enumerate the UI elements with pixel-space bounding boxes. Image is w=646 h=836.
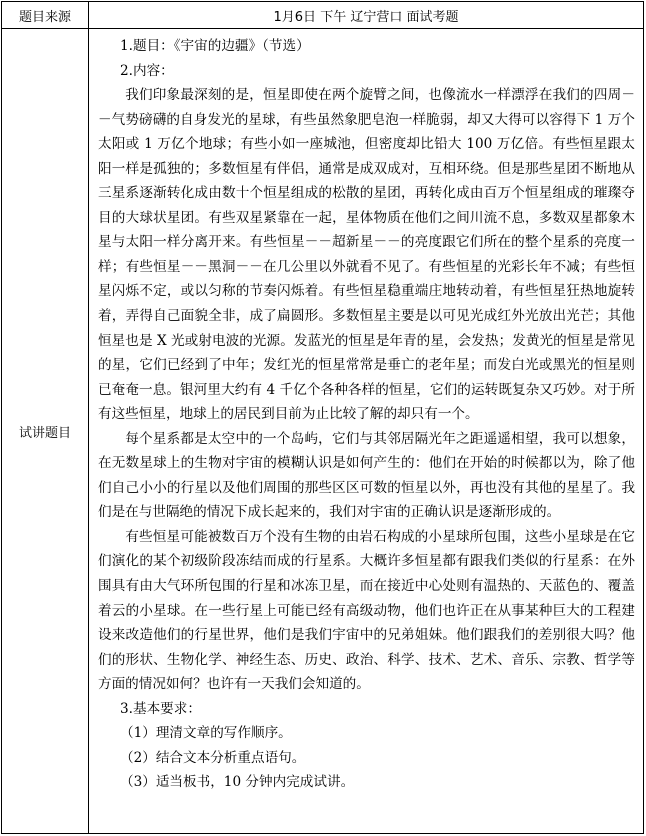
content-heading: 2.内容： [120, 62, 174, 79]
paragraph-3: 有些恒星可能被数百万个没有生物的由岩石构成的小星球所包围，这些小星球是在它们演化的某个初级阶段冻结而成的行星系。大概许多恒星都有跟我们类似的行星系：在外围具有由大气环所包围的行星和冰冻卫星，而在接近中心处则有温热的、天蓝色的、覆盖着云的小星球。在一些行星上可能已经有高级动物，他们也许正在从事某种巨大的工程建设来改造他们的行星世界，他们是我们宇宙中的兄弟姐妹。他们跟我们的差别很大吗？他们的形状、生物化学、神经生态、历史、政治、科学、技术、艺术、音乐、宗教、哲学等方面的情况如何？也许有一天我们会知道的。 [98, 528, 635, 693]
requirement-2: （2）结合文本分析重点语句。 [120, 749, 306, 766]
source-value: 1月6日 下午 辽宁营口 面试考题 [89, 2, 644, 29]
requirements-heading: 3.基本要求： [120, 700, 201, 717]
content-cell [89, 29, 644, 834]
content-row [2, 29, 644, 834]
paragraph-1: 我们印象最深刻的是，恒星即使在两个旋臂之间，也像流水一样漂浮在我们的四周－－气势磅礴的自身发光的星球，有些虽然象肥皂泡一样脆弱，却又大得可以容得下 1 万个太阳或 1 万亿个地球；有些小如一座城池，但密度却比铅大 100 万亿倍。有些恒星跟太阳一样是孤独的；多数恒星有伴侣，通常是成双成对，互相环绕。但是那些星团不断地从三星系逐渐转化成由数十个恒星组成的松散的星团，再转化成由百万个恒星组成的璀璨夺目的大球状星团。有些双星紧靠在一起，星体物质在他们之间川流不息，多数双星都象木星与太阳一样分离开来。有些恒星－－超新星－－的亮度跟它们所在的整个星系的亮度一样；有些恒星－－黑洞－－在几公里以外就看不见了。有些恒星的光彩长年不减；有些恒星闪烁不定，或以匀称的节奏闪烁着。有些恒星稳重端庄地转动着，有些恒星狂热地旋转着，弄得自己面貌全非，成了扁圆形。多数恒星主要是以可见光成红外光放出光芒；其他恒星也是 X 光或射电波的光源。发蓝光的恒星是年青的星，会发热；发黄光的恒星是常见的星，它们已经到了中年；发红光的恒星常常是垂亡的老年星；而发白光或黑光的恒星则已奄奄一息。银河里大约有 4 千亿个各种各样的恒星，它们的运转既复杂又巧妙。对于所有这些恒星，地球上的居民到目前为止比较了解的却只有一个。 [98, 87, 635, 423]
source-label: 题目来源 [2, 2, 89, 29]
exam-table [1, 1, 644, 834]
paragraph-2: 每个星系都是太空中的一个岛屿，它们与其邻居隔光年之距遥遥相望，我可以想象，在无数星球上的生物对宇宙的模糊认识是如何产生的：他们在开始的时候都以为，除了他们自己小小的行星以及他们周围的那些区区可数的恒星以外，再也没有其他的星星了。我们是在与世隔绝的情况下成长起来的，我们对宇宙的正确认识是逐渐形成的。 [98, 430, 635, 521]
title-line: 1.题目：《宇宙的边疆》（节选） [120, 38, 310, 54]
requirement-3: （3）适当板书，10 分钟内完成试讲。 [120, 774, 355, 791]
requirement-1: （1）理清文章的写作顺序。 [120, 725, 292, 742]
header-row [2, 2, 644, 29]
row-label: 试讲题目 [2, 29, 89, 834]
